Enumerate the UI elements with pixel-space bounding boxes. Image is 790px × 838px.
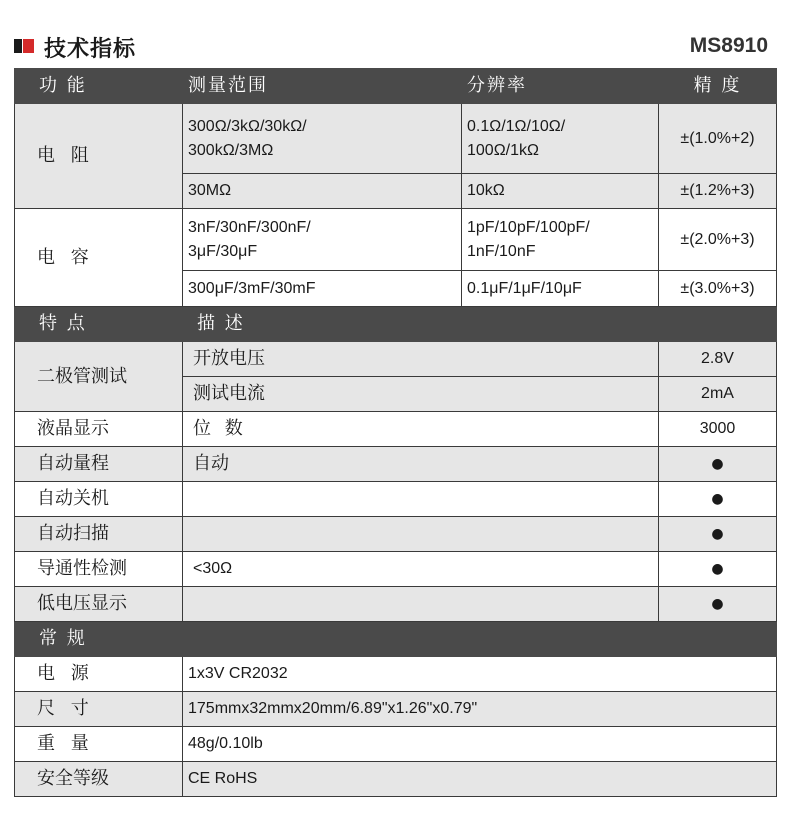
brand-logo-icon: [14, 39, 34, 53]
auto-off-desc: [183, 482, 659, 517]
auto-range-row: [15, 447, 777, 482]
auto-off-row: [15, 482, 777, 517]
capacitance-row-1: [15, 209, 777, 271]
power-row: [15, 657, 777, 692]
auto-scan-desc: [183, 517, 659, 552]
spec-table: [14, 68, 777, 797]
auto-range-label: 自动量程: [15, 447, 183, 482]
safety-value: CE RoHS: [183, 762, 777, 797]
weight-value: 48g/0.10lb: [183, 727, 777, 762]
col-function-header: 功 能: [15, 69, 183, 104]
capacitance-accuracy-1: ±(2.0%+3): [659, 209, 777, 271]
diode-test-current-value: 2mA: [659, 377, 777, 412]
col-resolution-header: 分辨率: [462, 69, 659, 104]
resistance-label: 电 阻: [15, 104, 183, 209]
resistance-resolution-1: 0.1Ω/1Ω/10Ω/ 100Ω/1kΩ: [462, 104, 659, 174]
capacitance-resolution-1: 1pF/10pF/100pF/ 1nF/10nF: [462, 209, 659, 271]
safety-row: [15, 762, 777, 797]
capacitance-accuracy-2: ±(3.0%+3): [659, 271, 777, 307]
col-range-header: 测量范围: [183, 69, 462, 104]
continuity-dot-icon: ●: [659, 552, 777, 587]
auto-scan-label: 自动扫描: [15, 517, 183, 552]
size-value: 175mmx32mmx20mm/6.89"x1.26"x0.79": [183, 692, 777, 727]
power-value: 1x3V CR2032: [183, 657, 777, 692]
page-header: [14, 30, 774, 64]
low-battery-dot-icon: ●: [659, 587, 777, 622]
capacitance-label: 电 容: [15, 209, 183, 307]
auto-scan-dot-icon: ●: [659, 517, 777, 552]
description-header: 描 述: [183, 307, 777, 342]
model-number: MS8910: [689, 34, 768, 57]
diode-open-voltage-label: 开放电压: [183, 342, 659, 377]
auto-scan-row: [15, 517, 777, 552]
diode-test-current-label: 测试电流: [183, 377, 659, 412]
resistance-accuracy-1: ±(1.0%+2): [659, 104, 777, 174]
col-accuracy-header: 精 度: [659, 69, 777, 104]
continuity-row: [15, 552, 777, 587]
lcd-label: 液晶显示: [15, 412, 183, 447]
weight-row: [15, 727, 777, 762]
low-battery-row: [15, 587, 777, 622]
resistance-range-2: 30MΩ: [183, 174, 462, 209]
diode-row-1: [15, 342, 777, 377]
diode-open-voltage-value: 2.8V: [659, 342, 777, 377]
auto-off-dot-icon: ●: [659, 482, 777, 517]
continuity-label: 导通性检测: [15, 552, 183, 587]
lcd-row: [15, 412, 777, 447]
resistance-range-1: 300Ω/3kΩ/30kΩ/ 300kΩ/3MΩ: [183, 104, 462, 174]
features-header-row: [15, 307, 777, 342]
measure-header-row: [15, 69, 777, 104]
general-header-row: [15, 622, 777, 657]
capacitance-range-1: 3nF/30nF/300nF/ 3μF/30μF: [183, 209, 462, 271]
power-label: 电 源: [15, 657, 183, 692]
auto-range-desc: 自动: [183, 447, 659, 482]
lcd-value: 3000: [659, 412, 777, 447]
low-battery-desc: [183, 587, 659, 622]
general-header: 常 规: [15, 622, 777, 657]
auto-off-label: 自动关机: [15, 482, 183, 517]
low-battery-label: 低电压显示: [15, 587, 183, 622]
size-label: 尺 寸: [15, 692, 183, 727]
diode-label: 二极管测试: [15, 342, 183, 412]
lcd-desc: 位 数: [183, 412, 659, 447]
capacitance-resolution-2: 0.1μF/1μF/10μF: [462, 271, 659, 307]
continuity-desc: <30Ω: [183, 552, 659, 587]
features-header: 特 点: [15, 307, 183, 342]
safety-label: 安全等级: [15, 762, 183, 797]
capacitance-range-2: 300μF/3mF/30mF: [183, 271, 462, 307]
size-row: [15, 692, 777, 727]
page-title: 技术指标: [44, 37, 137, 62]
weight-label: 重 量: [15, 727, 183, 762]
resistance-row-1: [15, 104, 777, 174]
resistance-accuracy-2: ±(1.2%+3): [659, 174, 777, 209]
resistance-resolution-2: 10kΩ: [462, 174, 659, 209]
auto-range-dot-icon: ●: [659, 447, 777, 482]
